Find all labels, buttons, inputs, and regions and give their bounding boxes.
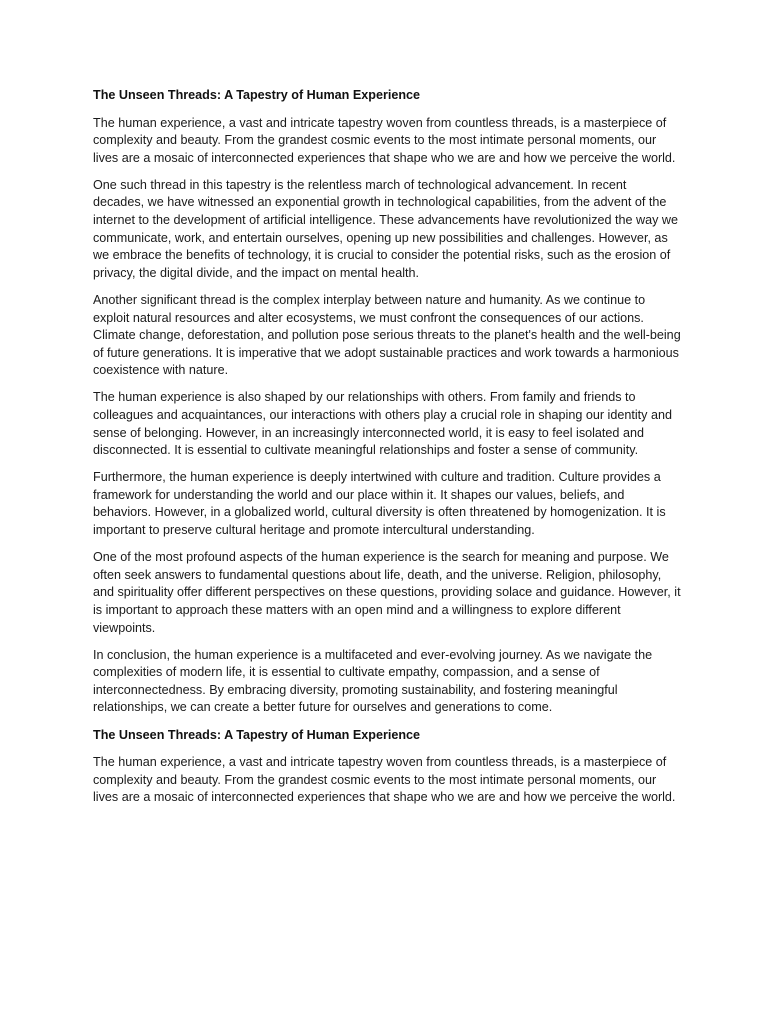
paragraph-intro-repeat: The human experience, a vast and intricate tapestry woven from countless threads, is a masterpiece of complexity and beauty. From the grandest cosmic events to the most intimate personal moments, our lives are a mosaic of interconnected experiences that shape who we are and how we perceive the world. (93, 755, 676, 805)
paragraph-technology: One such thread in this tapestry is the relentless march of technological advancement. In recent decades, we have witnessed an exponential growth in technological capabilities, from the advent of the internet to the development of artificial intelligence. These advancements have revolutionized the way we communicate, work, and entertain ourselves, opening up new possibilities and challenges. However, as we embrace the benefits of technology, it is crucial to consider the potential risks, such as the erosion of privacy, the digital divide, and the impact on mental health. (93, 177, 679, 280)
document-page (93, 87, 681, 816)
paragraph-intro: The human experience, a vast and intricate tapestry woven from countless threads, is a masterpiece of complexity and beauty. From the grandest cosmic events to the most intimate personal moments, our lives are a mosaic of interconnected experiences that shape who we are and how we perceive the world. (93, 115, 676, 165)
paragraph-conclusion: In conclusion, the human experience is a multifaceted and ever-evolving journey. As we navigate the complexities of modern life, it is essential to cultivate empathy, compassion, and a sense of interconnectedness. By embracing diversity, promoting sustainability, and fostering meaningful relationships, we can create a better future for ourselves and generations to come. (93, 647, 653, 715)
document-title: The Unseen Threads: A Tapestry of Human Experience (93, 88, 421, 102)
paragraph-relationships: The human experience is also shaped by our relationships with others. From family and friends to colleagues and acquaintances, our interactions with others play a crucial role in shaping our identity and sense of belonging. However, in an increasingly interconnected world, it is easy to feel isolated and disconnected. It is essential to cultivate meaningful relationships and foster a sense of community. (93, 390, 672, 458)
paragraph-nature: Another significant thread is the complex interplay between nature and humanity. As we continue to exploit natural resources and alter ecosystems, we must confront the consequences of our actions. Climate change, deforestation, and pollution pose serious threats to the planet's health and the well-being of future generations. It is imperative that we adopt sustainable practices and work towards a harmonious coexistence with nature. (93, 292, 681, 378)
paragraph-culture: Furthermore, the human experience is deeply intertwined with culture and tradition. Culture provides a framework for understanding the world and our place within it. It shapes our values, beliefs, and behaviors. However, in a globalized world, cultural diversity is often threatened by homogenization. It is important to preserve cultural heritage and promote intercultural understanding. (93, 470, 666, 538)
paragraph-meaning: One of the most profound aspects of the human experience is the search for meaning and purpose. We often seek answers to fundamental questions about life, death, and the universe. Religion, philosophy, and spirituality offer different perspectives on these questions, providing solace and guidance. However, it is important to approach these matters with an open mind and a willingness to explore different viewpoints. (93, 550, 681, 635)
document-title-repeat: The Unseen Threads: A Tapestry of Human Experience (93, 727, 421, 742)
